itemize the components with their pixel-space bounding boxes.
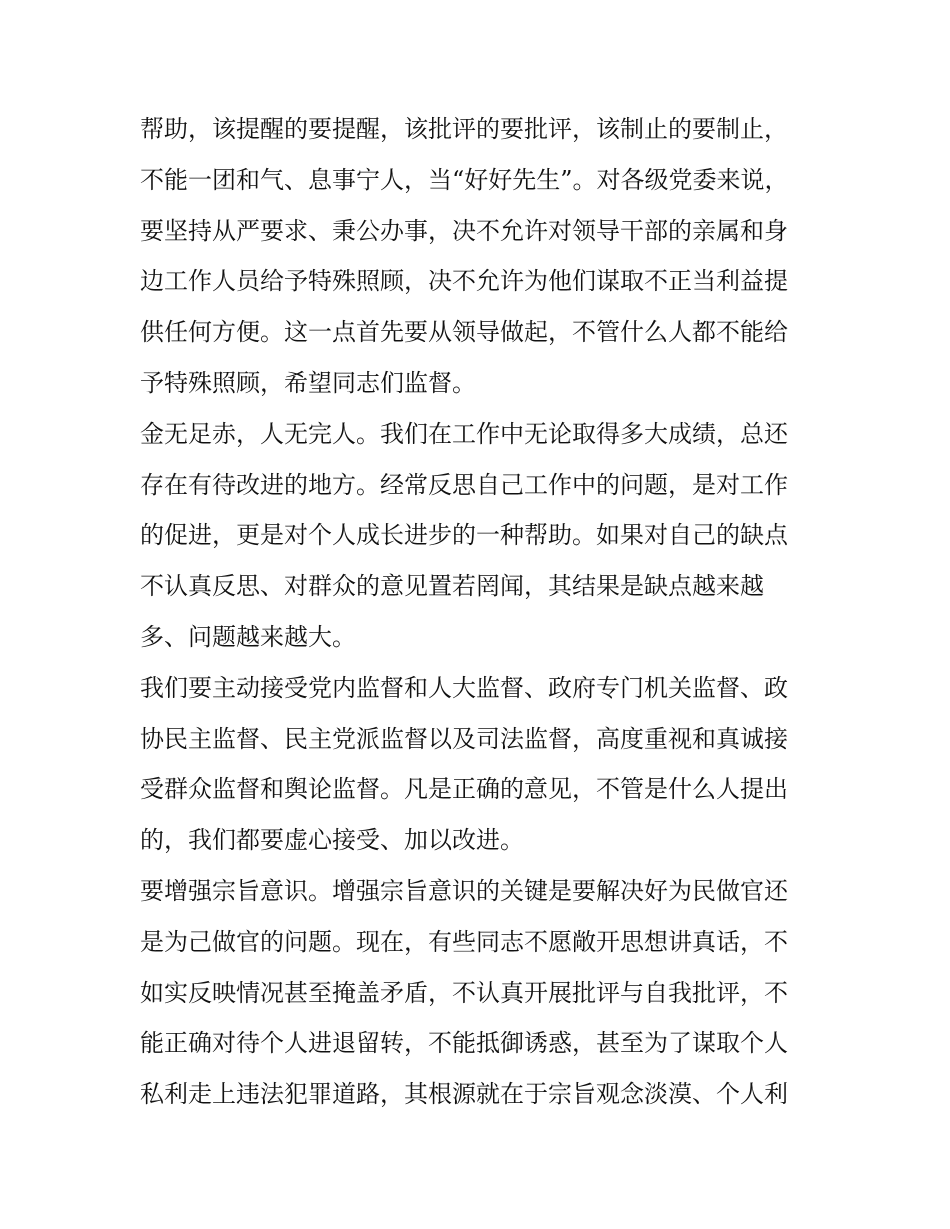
- text-line: 边工作人员给予特殊照顾，决不允许为他们谋取不正当利益提: [140, 267, 788, 296]
- text-line: 的促进，更是对个人成长进步的一种帮助。如果对自己的缺点: [140, 521, 788, 550]
- text-line: 是为己做官的问题。现在，有些同志不愿敞开思想讲真话，不: [140, 927, 788, 956]
- text-line: 私利走上违法犯罪道路，其根源就在于宗旨观念淡漠、个人利: [140, 1080, 788, 1109]
- text-line: 要坚持从严要求、秉公办事，决不允许对领导干部的亲属和身: [140, 216, 788, 245]
- text-line: 多、问题越来越大。: [140, 622, 356, 651]
- body-text: [140, 104, 820, 1120]
- text-line: 金无足赤，人无完人。我们在工作中无论取得多大成绩，总还: [140, 419, 788, 448]
- text-line: 的，我们都要虚心接受、加以改进。: [140, 826, 524, 855]
- text-line: 协民主监督、民主党派监督以及司法监督，高度重视和真诚接: [140, 724, 788, 753]
- text-line: 存在有待改进的地方。经常反思自己工作中的问题，是对工作: [140, 470, 788, 499]
- text-line: 我们要主动接受党内监督和人大监督、政府专门机关监督、政: [140, 673, 788, 702]
- text-line: 不能一团和气、息事宁人，当“好好先生”。对各级党委来说，: [140, 165, 789, 194]
- text-line: 能正确对待个人进退留转，不能抵御诱惑，甚至为了谋取个人: [140, 1029, 788, 1058]
- text-line: 要增强宗旨意识。增强宗旨意识的关键是要解决好为民做官还: [140, 876, 788, 905]
- text-line: 帮助，该提醒的要提醒，该批评的要批评，该制止的要制止，: [140, 115, 788, 143]
- text-line: 予特殊照顾，希望同志们监督。: [140, 368, 476, 397]
- text-line: 受群众监督和舆论监督。凡是正确的意见，不管是什么人提出: [140, 775, 788, 804]
- text-line: 如实反映情况甚至掩盖矛盾，不认真开展批评与自我批评，不: [140, 978, 788, 1007]
- text-line: 供任何方便。这一点首先要从领导做起，不管什么人都不能给: [140, 318, 788, 347]
- text-line: 不认真反思、对群众的意见置若罔闻，其结果是缺点越来越: [140, 572, 764, 601]
